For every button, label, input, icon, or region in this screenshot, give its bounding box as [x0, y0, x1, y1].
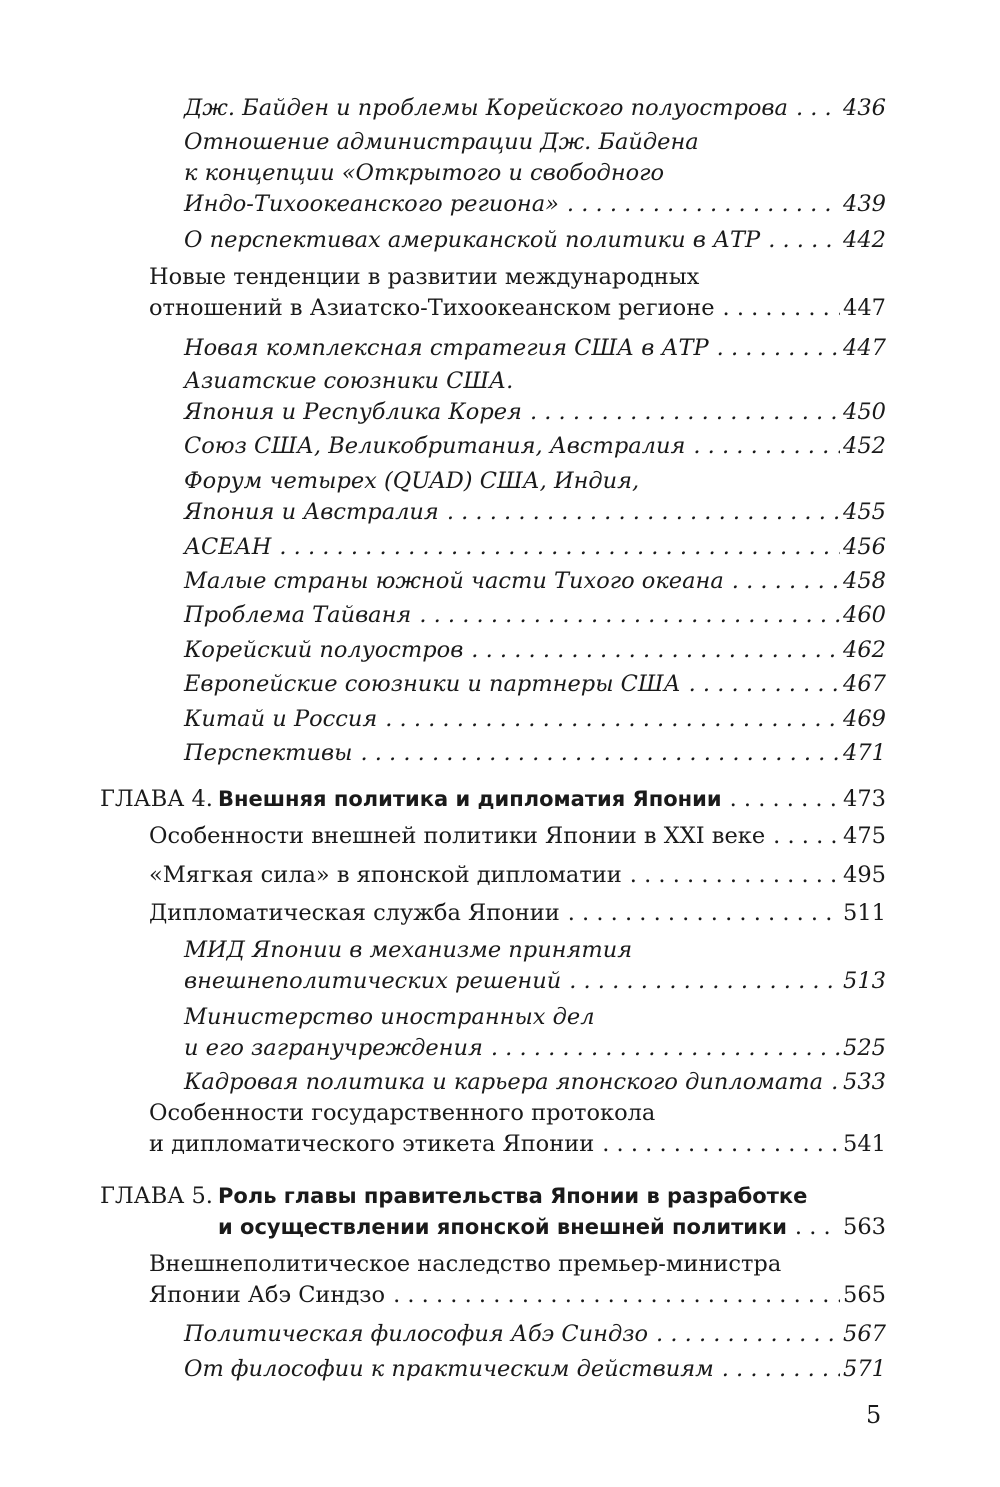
toc-entry-title: Малые страны южной части Тихого океана	[184, 568, 724, 594]
chapter-label: ГЛАВА 5.	[100, 1183, 213, 1209]
toc-page-number: 439	[843, 191, 886, 217]
toc-entry	[184, 1067, 886, 1098]
dot-leader	[722, 1354, 840, 1385]
toc-entry-title: Отношение администрации Дж. Байдена	[184, 129, 699, 155]
dot-leader	[730, 784, 840, 815]
dot-leader	[530, 397, 840, 428]
toc-page-number: 571	[843, 1356, 886, 1382]
dot-leader	[360, 738, 840, 769]
dot-leader	[768, 225, 840, 256]
dot-leader	[656, 1319, 840, 1350]
toc-entry-title: Перспективы	[184, 740, 353, 766]
toc-entry-title: Дж. Байден и проблемы Корейского полуострова	[184, 95, 788, 121]
toc-page-number: 436	[843, 95, 886, 121]
toc-page-number: 458	[843, 568, 886, 594]
toc-page-number: 471	[843, 740, 886, 766]
dot-leader	[723, 293, 841, 324]
toc-entry-title: и дипломатического этикета Японии	[149, 1131, 595, 1157]
toc-page-number: 462	[843, 637, 886, 663]
toc-entry	[149, 821, 886, 852]
toc-entry	[184, 635, 886, 666]
toc-page-number: 473	[843, 786, 886, 812]
toc-entry-title: Японии Абэ Синдзо	[149, 1282, 386, 1308]
chapter-label: ГЛАВА 4.	[100, 786, 213, 812]
toc-page-number: 455	[843, 499, 886, 525]
toc-entry	[149, 1098, 886, 1160]
toc-entry-title: Внешнеполитическое наследство премьер-министра	[149, 1251, 782, 1277]
toc-entry	[184, 225, 886, 256]
toc-entry	[149, 1249, 886, 1311]
toc-page-number: 469	[843, 706, 886, 732]
toc-entry-title: Китай и Россия	[184, 706, 378, 732]
toc-entry-title: О перспективах американской политики в АТР	[184, 227, 761, 253]
chapter-title: Роль главы правительства Японии в разработке	[218, 1184, 808, 1208]
toc-page-number: 475	[843, 823, 886, 849]
dot-leader	[419, 600, 840, 631]
toc-entry	[184, 669, 886, 700]
toc-entry-title: и его загранучреждения	[184, 1035, 483, 1061]
toc-entry	[184, 738, 886, 769]
toc-entry-title: Проблема Тайваня	[184, 602, 412, 628]
toc-entry	[149, 898, 886, 929]
toc-entry	[184, 431, 886, 462]
toc-entry	[184, 566, 886, 597]
dot-leader	[693, 431, 840, 462]
toc-entry-title: Корейский полуостров	[184, 637, 464, 663]
toc-entry-title: Особенности внешней политики Японии в XXI веке	[149, 823, 766, 849]
toc-entry	[149, 262, 886, 324]
toc-entry	[184, 466, 886, 528]
dot-leader	[796, 93, 840, 124]
toc-entry-title: Политическая философия Абэ Синдзо	[184, 1321, 649, 1347]
toc-entry-title: к концепции «Открытого и свободного	[184, 160, 665, 186]
toc-entry	[184, 600, 886, 631]
toc-page-number: 565	[843, 1282, 886, 1308]
toc-entry	[184, 532, 886, 563]
chapter-title: и осуществлении японской внешней политики	[218, 1215, 787, 1239]
toc-entry-title: Министерство иностранных дел	[184, 1004, 595, 1030]
dot-leader	[447, 497, 840, 528]
toc-page-number: 533	[843, 1069, 886, 1095]
toc-page-number: 525	[843, 1035, 886, 1061]
toc-chapter	[100, 784, 886, 815]
toc-page-number: 456	[843, 534, 886, 560]
toc-page-number: 447	[843, 295, 886, 321]
toc-entry-title: АСЕАН	[184, 534, 272, 560]
toc-entry-title: Новая комплексная стратегия США в АТР	[184, 335, 709, 361]
dot-leader	[773, 821, 840, 852]
toc-entry-title: От философии к практическим действиям	[184, 1356, 714, 1382]
dot-leader	[630, 860, 840, 891]
toc-entry-title: Кадровая политика и карьера японского дипломата	[184, 1069, 824, 1095]
page-number: 5	[866, 1401, 882, 1429]
dot-leader	[279, 532, 840, 563]
toc-entry-title: отношений в Азиатско-Тихоокеанском регионе	[149, 295, 715, 321]
toc-entry	[184, 1354, 886, 1385]
toc-entry-title: Азиатские союзники США.	[184, 368, 514, 394]
dot-leader	[795, 1212, 840, 1243]
dot-leader	[393, 1280, 840, 1311]
toc-entry-title: МИД Японии в механизме принятия	[184, 937, 633, 963]
toc-page-number: 447	[843, 335, 886, 361]
toc-entry-title: Европейские союзники и партнеры США	[184, 671, 681, 697]
toc-page-number: 567	[843, 1321, 886, 1347]
toc-page-number: 442	[843, 227, 886, 253]
dot-leader	[568, 898, 840, 929]
toc-entry	[184, 127, 886, 220]
toc-entry-title: Новые тенденции в развитии международных	[149, 264, 700, 290]
toc-page-number: 467	[843, 671, 886, 697]
toc-chapter	[100, 1181, 886, 1243]
toc-page-number: 452	[843, 433, 886, 459]
toc-page-number: 511	[843, 900, 886, 926]
dot-leader	[569, 966, 840, 997]
dot-leader	[385, 704, 840, 735]
toc-entry-title: Форум четырех (QUAD) США, Индия,	[184, 468, 640, 494]
toc-entry-title: Особенности государственного протокола	[149, 1100, 656, 1126]
toc-entry	[184, 366, 886, 428]
toc-entry	[184, 704, 886, 735]
toc-entry	[149, 860, 886, 891]
toc-page-number: 495	[843, 862, 886, 888]
dot-leader	[567, 189, 840, 220]
toc-page-number: 541	[843, 1131, 886, 1157]
toc-entry-title: Япония и Австралия	[184, 499, 439, 525]
toc-page-number: 563	[843, 1214, 886, 1240]
toc-entry-title: Индо-Тихоокеанского региона»	[184, 191, 559, 217]
chapter-title: Внешняя политика и дипломатия Японии	[218, 787, 722, 811]
toc-entry	[184, 333, 886, 364]
dot-leader	[717, 333, 840, 364]
toc-entry	[184, 1002, 886, 1064]
toc-entry-title: Дипломатическая служба Японии	[149, 900, 560, 926]
toc-entry-title: Союз США, Великобритания, Австралия	[184, 433, 686, 459]
dot-leader	[491, 1033, 840, 1064]
dot-leader	[602, 1129, 840, 1160]
toc-entry	[184, 93, 886, 124]
toc-entry-title: внешнеполитических решений	[184, 968, 562, 994]
dot-leader	[471, 635, 840, 666]
toc-entry-title: «Мягкая сила» в японской дипломатии	[149, 862, 622, 888]
toc-entry-title: Япония и Республика Корея	[184, 399, 522, 425]
toc-page-number: 450	[843, 399, 886, 425]
toc-page-number: 460	[843, 602, 886, 628]
toc-entry	[184, 1319, 886, 1350]
dot-leader	[831, 1067, 840, 1098]
toc-page-number: 513	[843, 968, 886, 994]
dot-leader	[689, 669, 840, 700]
dot-leader	[732, 566, 840, 597]
toc-entry	[184, 935, 886, 997]
